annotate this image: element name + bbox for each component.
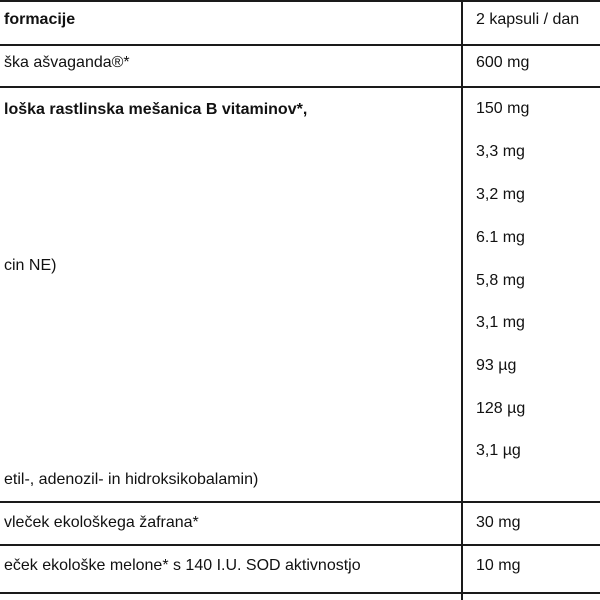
row-ashwagandha-value: 600 mg bbox=[476, 54, 530, 71]
row-bvitamins-value-1: 150 mg bbox=[476, 100, 530, 117]
table-rule-bottom bbox=[0, 592, 600, 594]
table-rule-row3 bbox=[0, 544, 600, 546]
row-bvitamins-value-6: 3,1 mg bbox=[476, 314, 525, 331]
row-bvitamins-b12-note: etil-, adenozil- in hidroksikobalamin) bbox=[4, 471, 259, 488]
table-column-divider bbox=[461, 0, 463, 600]
row-ashwagandha-label: ška ašvaganda®* bbox=[4, 54, 130, 71]
table-rule-top bbox=[0, 0, 600, 2]
row-saffron-label: vleček ekološkega žafrana* bbox=[4, 514, 199, 531]
row-bvitamins-value-8: 128 µg bbox=[476, 400, 526, 417]
row-bvitamins-value-3: 3,2 mg bbox=[476, 186, 525, 203]
table-rule-row1 bbox=[0, 86, 600, 88]
header-right: 2 kapsuli / dan bbox=[476, 11, 580, 28]
row-melon-label: eček ekološke melone* s 140 I.U. SOD aktivnostjo bbox=[4, 557, 361, 574]
header-left: formacije bbox=[4, 11, 76, 28]
row-bvitamins-value-4: 6.1 mg bbox=[476, 229, 525, 246]
row-bvitamins-value-2: 3,3 mg bbox=[476, 143, 525, 160]
row-bvitamins-value-5: 5,8 mg bbox=[476, 272, 525, 289]
row-saffron-value: 30 mg bbox=[476, 514, 521, 531]
row-bvitamins-label: loška rastlinska mešanica B vitaminov*, bbox=[4, 101, 308, 118]
table-rule-header bbox=[0, 44, 600, 46]
row-bvitamins-value-9: 3,1 µg bbox=[476, 442, 521, 459]
table-rule-row2 bbox=[0, 501, 600, 503]
row-bvitamins-niacin-note: cin NE) bbox=[4, 257, 57, 274]
row-melon-value: 10 mg bbox=[476, 557, 521, 574]
row-bvitamins-value-7: 93 µg bbox=[476, 357, 517, 374]
